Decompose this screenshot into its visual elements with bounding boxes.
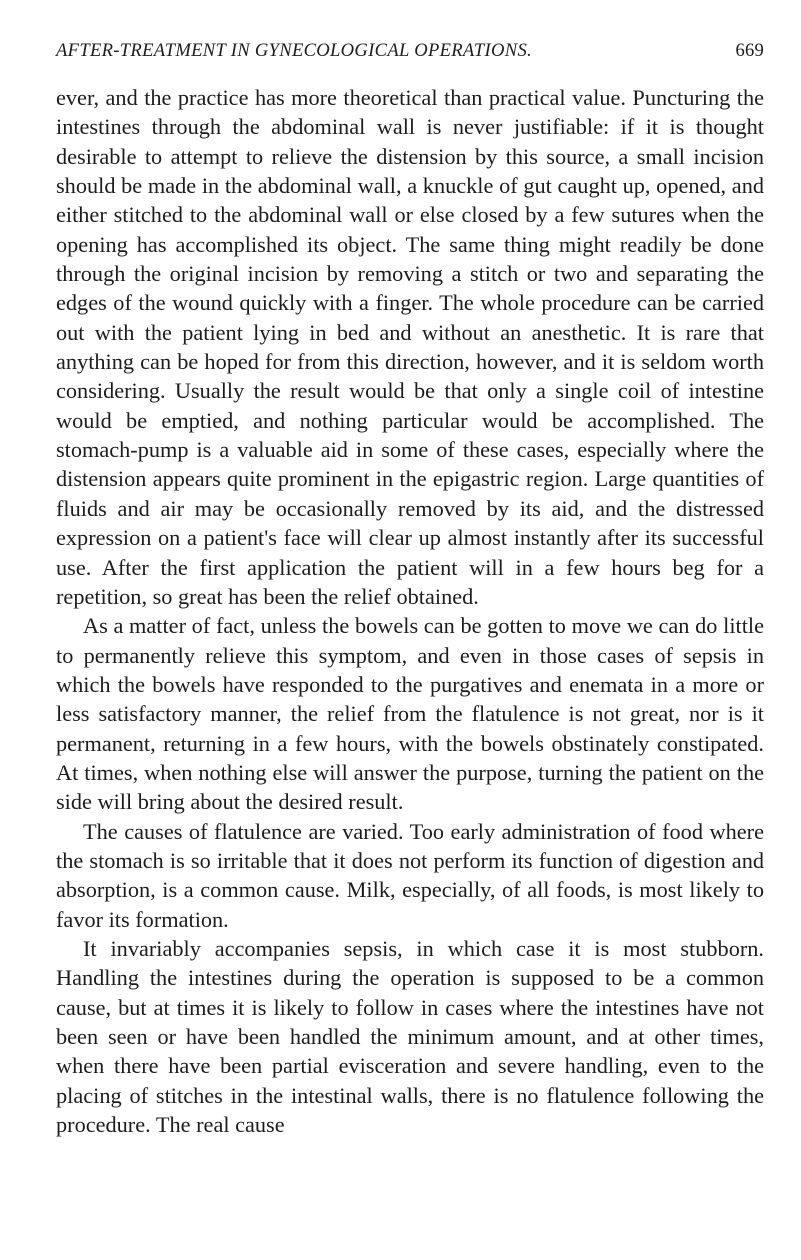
running-title: AFTER-TREATMENT IN GYNECOLOGICAL OPERATIONS. <box>56 40 533 61</box>
book-page <box>56 40 764 1139</box>
paragraph-sepsis: It invariably accompanies sepsis, in which case it is most stubborn. Handling the intestines during the operation is supposed to be a common cause, but at times it is likely to follow in cases where the intestines have not been seen or have been handled the minimum amount, and at other times, when there have been partial evisceration and severe handling, even to the placing of stitches in the intestinal walls, there is no flatulence following the procedure. The real cause <box>56 935 764 1138</box>
page-number: 669 <box>735 40 764 61</box>
paragraph-continued: ever, and the practice has more theoretical than practical value. Puncturing the intestines through the abdominal wall is never justifiable: if it is thought desirable to attempt to relieve the distension by this source, a small incision should be made in the abdominal wall, a knuckle of gut caught up, opened, and either stitched to the abdominal wall or else closed by a few sutures when the opening has accomplished its object. The same thing might readily be done through the original incision by removing a stitch or two and separating the edges of the wound quickly with a finger. The whole procedure can be carried out with the patient lying in bed and without an anesthetic. It is rare that anything can be hoped for from this direction, however, and it is seldom worth considering. Usually the result would be that only a single coil of intestine would be emptied, and nothing particular would be accomplished. The stomach-pump is a valuable aid in some of these cases, especially where the distension appears quite prominent in the epigastric region. Large quantities of fluids and air may be occasionally removed by its aid, and the distressed expression on a patient's face will clear up almost instantly after its successful use. After the first application the patient will in a few hours beg for a repetition, so great has been the relief obtained. <box>56 85 764 609</box>
paragraph-causes: The causes of flatulence are varied. Too early administration of food where the stomach is so irritable that it does not perform its function of digestion and absorption, is a common cause. Milk, especially, of all foods, is most likely to favor its formation. <box>56 818 764 932</box>
running-head <box>56 40 764 70</box>
paragraph-bowels: As a matter of fact, unless the bowels can be gotten to move we can do little to permanently relieve this symptom, and even in those cases of sepsis in which the bowels have responded to the purgatives and enemata in a more or less satisfactory manner, the relief from the flatulence is not great, nor is it permanent, returning in a few hours, with the bowels obstinately constipated. At times, when nothing else will answer the purpose, turning the patient on the side will bring about the desired result. <box>56 613 764 815</box>
